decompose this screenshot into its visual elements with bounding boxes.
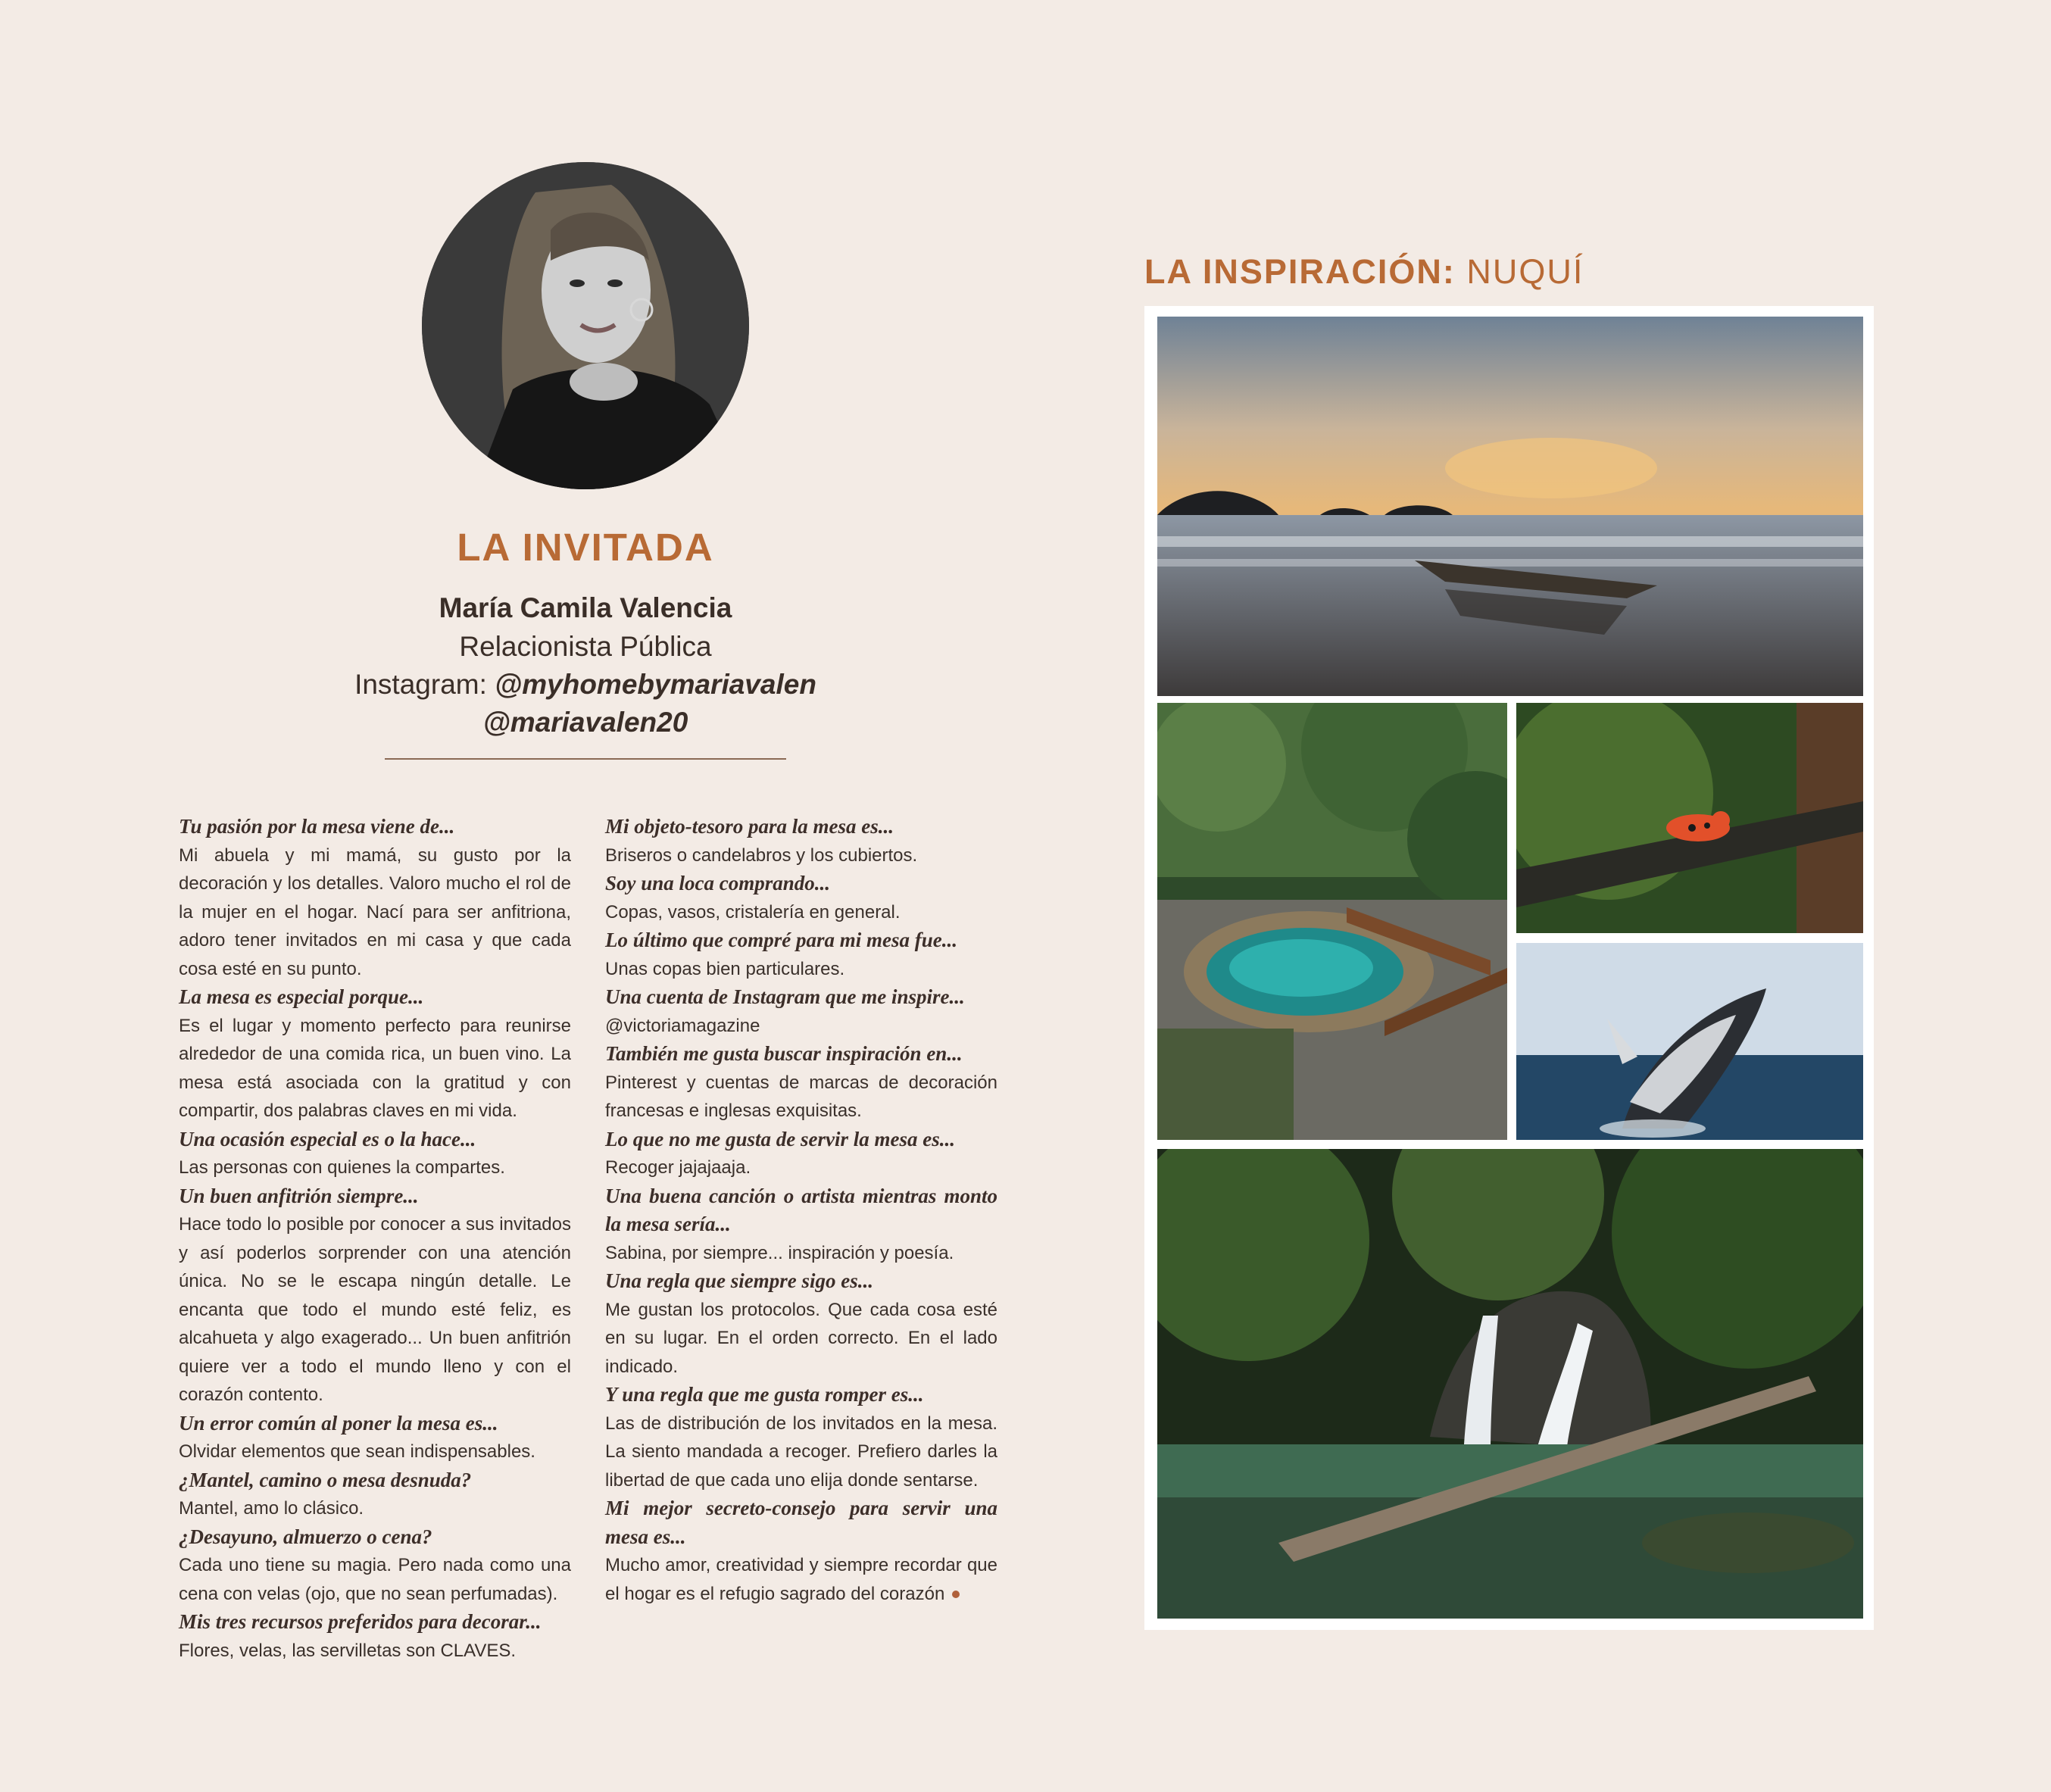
qa-item <box>179 1466 571 1523</box>
answer: Unas copas bien particulares. <box>605 958 845 979</box>
guest-name: María Camila Valencia <box>439 592 732 623</box>
question: Tu pasión por la mesa viene de... <box>179 815 455 838</box>
qa-item <box>605 1182 997 1268</box>
qa-item <box>179 1523 571 1609</box>
inspiration-place: NUQUÍ <box>1466 252 1584 291</box>
jungle-pool-photo <box>1157 703 1507 1140</box>
humpback-whale-photo <box>1516 943 1863 1140</box>
inspiration-heading <box>1144 252 1584 292</box>
waterfall-photo <box>1157 1149 1863 1619</box>
answer: Las personas con quienes la compartes. <box>179 1157 505 1178</box>
interview-column-left <box>179 813 571 1665</box>
answer: Briseros o candelabros y los cubiertos. <box>605 844 918 866</box>
instagram-handle-primary[interactable]: @myhomebymariavalen <box>495 669 816 700</box>
question: Mi objeto-tesoro para la mesa es... <box>605 815 894 838</box>
divider-rule <box>385 758 786 760</box>
qa-item <box>179 1608 571 1665</box>
question: Una buena canción o artista mientras monto la mesa sería... <box>605 1184 997 1235</box>
question: Mi mejor secreto-consejo para servir una mesa es... <box>605 1497 997 1548</box>
answer: Es el lugar y momento perfecto para reunirse alrededor de una comida rica, un buen vino. La mesa está asociada con la gratitud y con compartir, dos palabras claves en mi vida. <box>179 1015 571 1121</box>
qa-item <box>179 1182 571 1410</box>
answer: Copas, vasos, cristalería en general. <box>605 901 901 923</box>
answer: Mi abuela y mi mamá, su gusto por la decoración y los detalles. Valoro mucho el rol de la mujer en el hogar. Nací para ser anfitriona, adoro tener invitados en mi casa y que cada cosa esté en su punto. <box>179 844 571 979</box>
question: Una regla que siempre sigo es... <box>605 1269 873 1292</box>
question: Una ocasión especial es o la hace... <box>179 1127 476 1150</box>
question: Mis tres recursos preferidos para decorar... <box>179 1610 542 1633</box>
guest-heading: LA INVITADA <box>457 526 714 569</box>
answer: Hace todo lo posible por conocer a sus invitados y así poderlos sorprender con una atención única. No se le escapa ningún detalle. Le encanta que todo el mundo esté feliz, es alcahueta y algo exagerado... Un buen anfitrión quiere ver a todo el mundo lleno y con el corazón contento. <box>179 1214 571 1405</box>
instagram-label: Instagram: <box>354 669 487 700</box>
question: ¿Desayuno, almuerzo o cena? <box>179 1525 432 1548</box>
question: Un buen anfitrión siempre... <box>179 1184 419 1207</box>
qa-item <box>605 869 997 926</box>
poison-frog-photo <box>1516 703 1863 933</box>
answer: Las de distribución de los invitados en la mesa. La siento mandada a recoger. Prefiero darles la libertad de que cada uno elija donde sentarse. <box>605 1413 997 1491</box>
question: Una cuenta de Instagram que me inspire... <box>605 985 965 1008</box>
question: Lo último que compré para mi mesa fue... <box>605 929 957 951</box>
question: Un error común al poner la mesa es... <box>179 1411 498 1435</box>
qa-item <box>179 813 571 983</box>
answer: Flores, velas, las servilletas son CLAVES. <box>179 1640 517 1661</box>
guest-portrait-photo <box>422 162 749 489</box>
end-mark-icon <box>952 1591 960 1598</box>
qa-item <box>179 1410 571 1466</box>
answer: Olvidar elementos que sean indispensables. <box>179 1441 535 1462</box>
qa-item <box>605 1040 997 1125</box>
question: Soy una loca comprando... <box>605 872 831 894</box>
qa-item <box>605 813 997 869</box>
answer: Sabina, por siempre... inspiración y poesía. <box>605 1242 954 1263</box>
instagram-handle-secondary[interactable]: @mariavalen20 <box>482 707 688 738</box>
qa-item <box>605 1125 997 1182</box>
qa-item <box>605 1267 997 1381</box>
qa-item <box>605 1381 997 1494</box>
answer-text: Mucho amor, creatividad y siempre recordar que el hogar es el refugio sagrado del corazón <box>605 1555 997 1604</box>
guest-instagram <box>265 669 906 701</box>
question: Y una regla que me gusta romper es... <box>605 1383 924 1406</box>
question: También me gusta buscar inspiración en... <box>605 1042 963 1065</box>
qa-item <box>605 1494 997 1608</box>
answer: @victoriamagazine <box>605 1015 760 1036</box>
qa-item <box>605 926 997 983</box>
inspiration-label: LA INSPIRACIÓN: <box>1144 252 1456 291</box>
guest-role: Relacionista Pública <box>459 631 712 662</box>
interview-column-right <box>605 813 997 1608</box>
answer: Me gustan los protocolos. Que cada cosa esté en su lugar. En el orden correcto. En el lado indicado. <box>605 1299 997 1377</box>
qa-item <box>605 983 997 1040</box>
answer: Cada uno tiene su magia. Pero nada como una cena con velas (ojo, que no sean perfumadas). <box>179 1555 571 1604</box>
answer: Mantel, amo lo clásico. <box>179 1498 364 1519</box>
answer: Recoger jajajaaja. <box>605 1157 751 1178</box>
qa-item <box>179 1125 571 1182</box>
answer-final <box>605 1551 997 1608</box>
question: La mesa es especial porque... <box>179 985 424 1008</box>
question: Lo que no me gusta de servir la mesa es... <box>605 1127 955 1150</box>
answer: Pinterest y cuentas de marcas de decoración francesas e inglesas exquisitas. <box>605 1072 997 1121</box>
question: ¿Mantel, camino o mesa desnuda? <box>179 1468 472 1491</box>
beach-sunset-photo <box>1157 317 1863 696</box>
qa-item <box>179 983 571 1125</box>
